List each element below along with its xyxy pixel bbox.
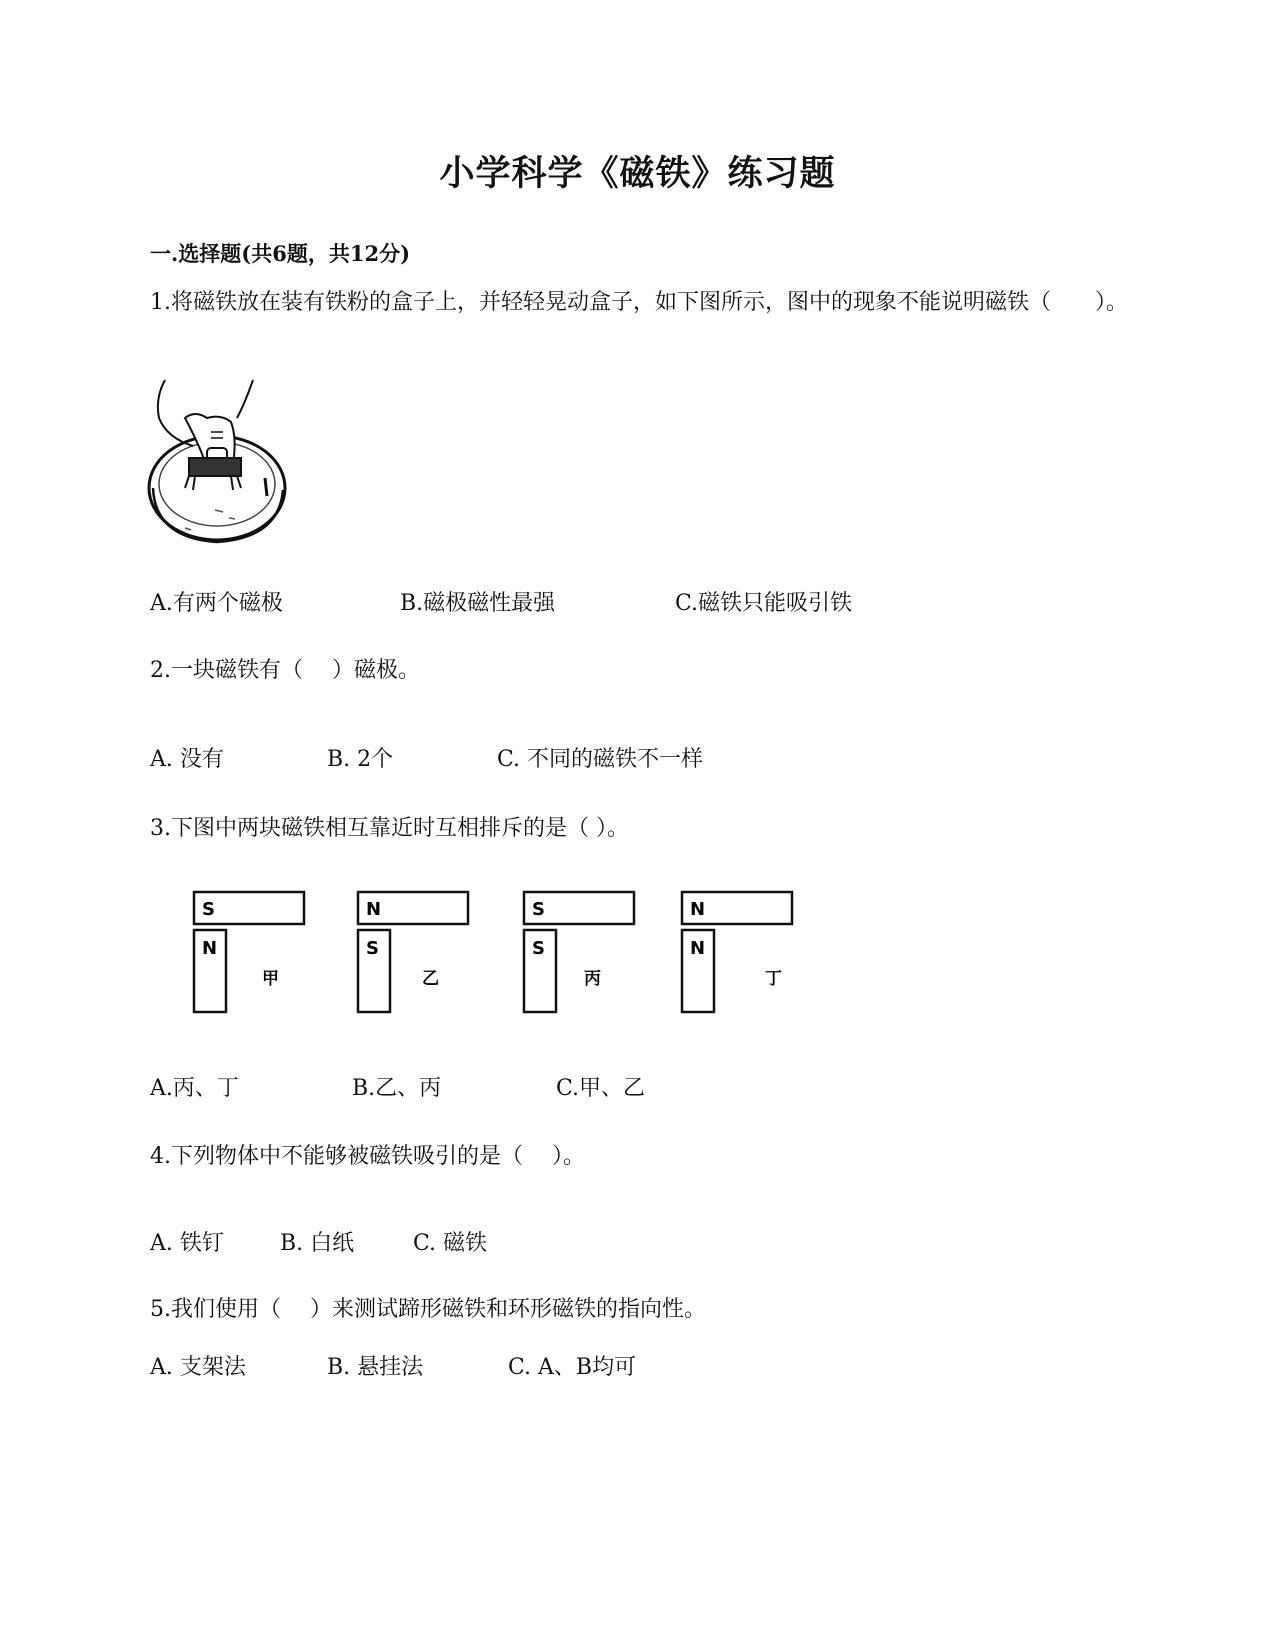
question-4-option-b[interactable]: B. 白纸 (280, 1231, 355, 1256)
question-5-stem: 5.我们使用（ ）来测试蹄形磁铁和环形磁铁的指向性。 (150, 1297, 706, 1322)
pole-label: S (202, 899, 215, 920)
page-title: 小学科学《磁铁》练习题 (439, 153, 836, 194)
question-5-option-a[interactable]: A. 支架法 (150, 1355, 246, 1380)
question-2-option-b[interactable]: B. 2个 (327, 747, 394, 772)
question-5-option-c[interactable]: C. A、B均可 (508, 1355, 637, 1380)
question-3-option-c[interactable]: C.甲、乙 (556, 1076, 646, 1101)
pole-label: N (690, 899, 706, 920)
magnet-pair-ding (682, 892, 792, 1012)
pole-label: S (532, 938, 545, 959)
section-heading: 一.选择题(共6题，共12分) (150, 241, 411, 266)
magnet-pair-bing (524, 892, 634, 1012)
question-1-option-a[interactable]: A.有两个磁极 (150, 591, 283, 616)
magnet-pair-jia (194, 892, 304, 1012)
question-2-option-a[interactable]: A. 没有 (150, 747, 224, 772)
question-4-option-a[interactable]: A. 铁钉 (150, 1231, 224, 1256)
question-1-option-b[interactable]: B.磁极磁性最强 (400, 591, 556, 616)
question-5-option-b[interactable]: B. 悬挂法 (327, 1355, 424, 1380)
magnet-iron-filings-illustration (145, 378, 295, 548)
question-3-option-b[interactable]: B.乙、丙 (352, 1076, 442, 1101)
magnet-pairs-figure (190, 890, 810, 1020)
pole-label: S (366, 938, 379, 959)
pair-label: 丙 (584, 969, 601, 989)
pair-label: 甲 (262, 969, 279, 989)
pair-label: 乙 (422, 969, 439, 989)
pole-label: N (366, 899, 382, 920)
question-3-stem: 3.下图中两块磁铁相互靠近时互相排斥的是（ ）。 (150, 816, 629, 841)
magnet-pair-yi (358, 892, 468, 1012)
question-2-option-c[interactable]: C. 不同的磁铁不一样 (497, 747, 704, 772)
pole-label: S (532, 899, 545, 920)
question-1-stem: 1.将磁铁放在装有铁粉的盒子上，并轻轻晃动盒子，如下图所示，图中的现象不能说明磁铁（ ）。 (150, 290, 1128, 315)
pole-label: N (690, 938, 706, 959)
pole-label: N (202, 938, 218, 959)
question-1-option-c[interactable]: C.磁铁只能吸引铁 (675, 591, 853, 616)
question-3-option-a[interactable]: A.丙、丁 (150, 1076, 239, 1101)
question-4-stem: 4.下列物体中不能够被磁铁吸引的是（ ）。 (150, 1144, 585, 1169)
question-2-stem: 2.一块磁铁有（ ）磁极。 (150, 658, 420, 683)
question-4-option-c[interactable]: C. 磁铁 (413, 1231, 488, 1256)
pair-label: 丁 (765, 969, 782, 989)
